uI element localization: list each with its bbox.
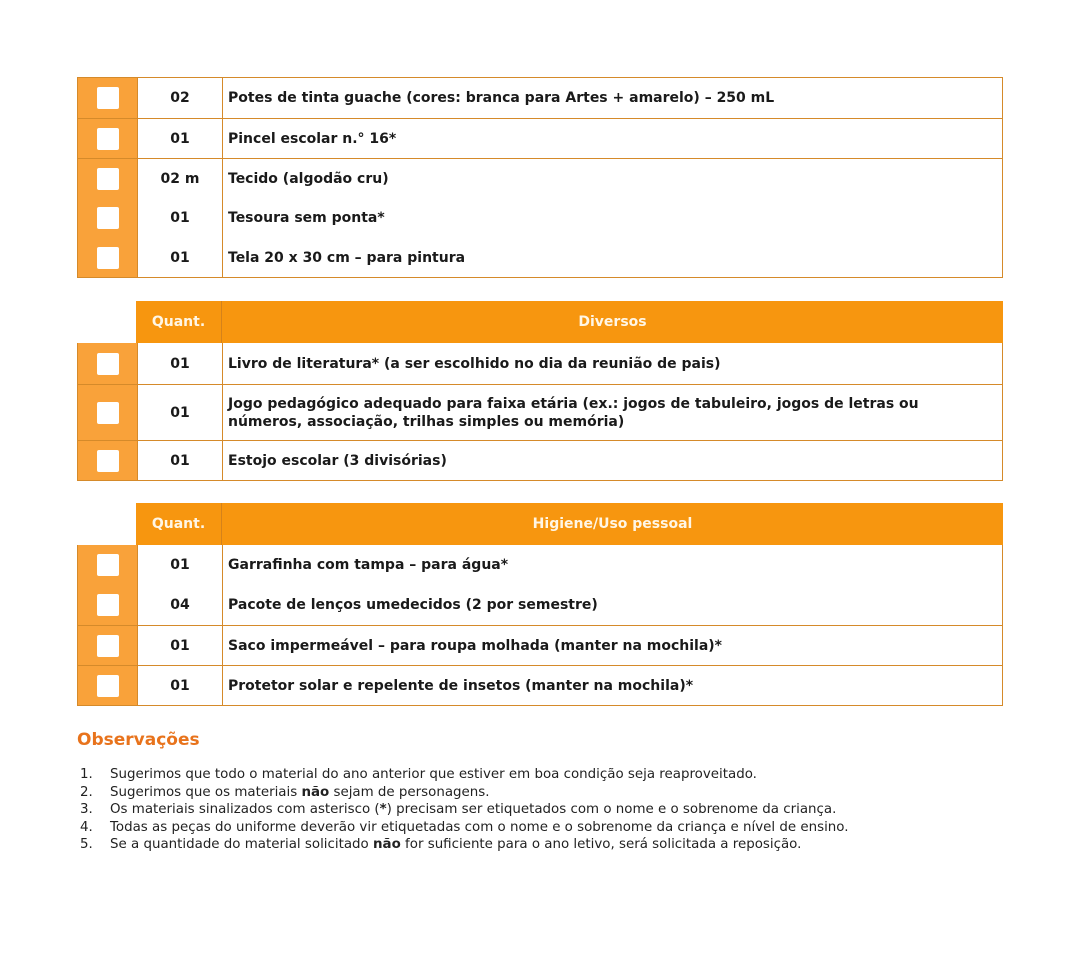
table-header	[136, 301, 1003, 343]
observacao-text	[110, 801, 1002, 819]
item-description: Garrafinha com tampa – para água*	[222, 545, 1003, 585]
table-body	[77, 545, 1003, 706]
list-number: 1.	[80, 767, 93, 782]
list-number: 2.	[80, 784, 93, 800]
text-run: Sugerimos que todo o material do ano anterior que estiver em boa condição seja reaproveitado.	[110, 767, 757, 782]
quantity-cell: 01	[137, 198, 222, 238]
checkbox[interactable]	[97, 594, 119, 616]
table-row	[78, 78, 1003, 118]
table-row	[78, 198, 1003, 238]
text-run: Todas as peças do uniforme deverão vir etiquetadas com o nome e o sobrenome da criança e nível de ensino.	[110, 819, 849, 835]
observacao-text	[110, 836, 1002, 854]
table-row	[78, 585, 1003, 625]
quantity-cell: 01	[137, 441, 222, 480]
quantity-cell: 04	[137, 585, 222, 625]
checkbox-cell	[78, 238, 137, 277]
table-artes	[77, 77, 1003, 278]
item-description: Jogo pedagógico adequado para faixa etária (ex.: jogos de tabuleiro, jogos de letras ou números, associação, trilhas simples ou memória)	[222, 385, 1003, 440]
checkbox-cell	[78, 385, 137, 440]
table-row	[78, 118, 1003, 158]
checkbox[interactable]	[97, 87, 119, 109]
observacao-item	[80, 819, 1002, 837]
header-quantity: Quant.	[151, 314, 206, 330]
item-description: Tecido (algodão cru)	[222, 159, 1003, 198]
bold-emphasis: não	[301, 784, 330, 800]
observacao-item	[80, 766, 1002, 784]
quantity-cell: 02	[137, 78, 222, 118]
table-higiene	[77, 503, 1003, 706]
observacoes-list	[80, 766, 1002, 854]
bold-emphasis: *	[379, 802, 387, 818]
checkbox[interactable]	[97, 247, 119, 269]
observacao-item	[80, 784, 1002, 802]
list-number: 4.	[80, 819, 93, 835]
observacoes-title: Observações	[77, 730, 200, 750]
checkbox[interactable]	[97, 168, 119, 190]
checkbox-cell	[78, 78, 137, 118]
list-number: 5.	[80, 837, 93, 853]
checkbox-cell	[78, 545, 137, 585]
header-title: Higiene/Uso pessoal	[221, 503, 1003, 545]
checkbox[interactable]	[97, 635, 119, 657]
checkbox-cell	[78, 119, 137, 158]
bold-emphasis: não	[373, 837, 401, 853]
list-number: 3.	[80, 802, 93, 818]
item-description: Protetor solar e repelente de insetos (manter na mochila)*	[222, 666, 1003, 705]
observacao-text	[110, 766, 1002, 784]
text-run: ) precisam ser etiquetados com o nome e o sobrenome da criança.	[386, 802, 837, 818]
quantity-cell: 01	[137, 343, 222, 384]
table-body	[77, 343, 1003, 481]
table-row	[78, 545, 1003, 585]
checkbox-cell	[78, 666, 137, 705]
checkbox-cell	[78, 441, 137, 480]
item-description: Pacote de lenços umedecidos (2 por semestre)	[222, 585, 1003, 625]
item-description: Tesoura sem ponta*	[222, 198, 1003, 238]
table-row	[78, 440, 1003, 480]
checkbox[interactable]	[97, 353, 119, 375]
quantity-cell: 01	[137, 545, 222, 585]
text-run: Sugerimos que os materiais	[110, 784, 302, 800]
checkbox[interactable]	[97, 675, 119, 697]
quantity-cell: 01	[137, 119, 222, 158]
text-run: for suficiente para o ano letivo, será solicitada a reposição.	[400, 837, 802, 853]
item-description: Saco impermeável – para roupa molhada (manter na mochila)*	[222, 626, 1003, 665]
table-row	[78, 625, 1003, 665]
quantity-cell: 01	[137, 626, 222, 665]
table-body	[77, 77, 1003, 278]
observacao-text	[110, 819, 1002, 837]
checkbox[interactable]	[97, 128, 119, 150]
header-quantity: Quant.	[151, 516, 206, 532]
table-row	[78, 158, 1003, 198]
item-description: Potes de tinta guache (cores: branca para Artes + amarelo) – 250 mL	[222, 78, 1003, 118]
checkbox[interactable]	[97, 554, 119, 576]
quantity-cell: 02 m	[137, 159, 222, 198]
text-run: sejam de personagens.	[329, 784, 490, 800]
text-run: Se a quantidade do material solicitado	[110, 837, 374, 853]
table-row	[78, 384, 1003, 440]
checkbox[interactable]	[97, 450, 119, 472]
table-diversos	[77, 301, 1003, 481]
table-row	[78, 238, 1003, 277]
table-header	[136, 503, 1003, 545]
item-description: Livro de literatura* (a ser escolhido no dia da reunião de pais)	[222, 343, 1003, 384]
observacao-item	[80, 801, 1002, 819]
quantity-cell: 01	[137, 666, 222, 705]
checkbox-cell	[78, 343, 137, 384]
table-row	[78, 665, 1003, 705]
checkbox[interactable]	[97, 402, 119, 424]
checkbox-cell	[78, 585, 137, 625]
item-description: Pincel escolar n.° 16*	[222, 119, 1003, 158]
item-description: Tela 20 x 30 cm – para pintura	[222, 238, 1003, 277]
table-row	[78, 343, 1003, 384]
text-run: Os materiais sinalizados com asterisco (	[110, 802, 380, 818]
checkbox-cell	[78, 159, 137, 198]
observacao-text	[110, 784, 1002, 802]
checkbox-cell	[78, 198, 137, 238]
checkbox[interactable]	[97, 207, 119, 229]
checkbox-cell	[78, 626, 137, 665]
observacao-item	[80, 836, 1002, 854]
header-title: Diversos	[221, 301, 1003, 343]
quantity-cell: 01	[137, 238, 222, 277]
quantity-cell: 01	[137, 385, 222, 440]
item-description: Estojo escolar (3 divisórias)	[222, 441, 1003, 480]
